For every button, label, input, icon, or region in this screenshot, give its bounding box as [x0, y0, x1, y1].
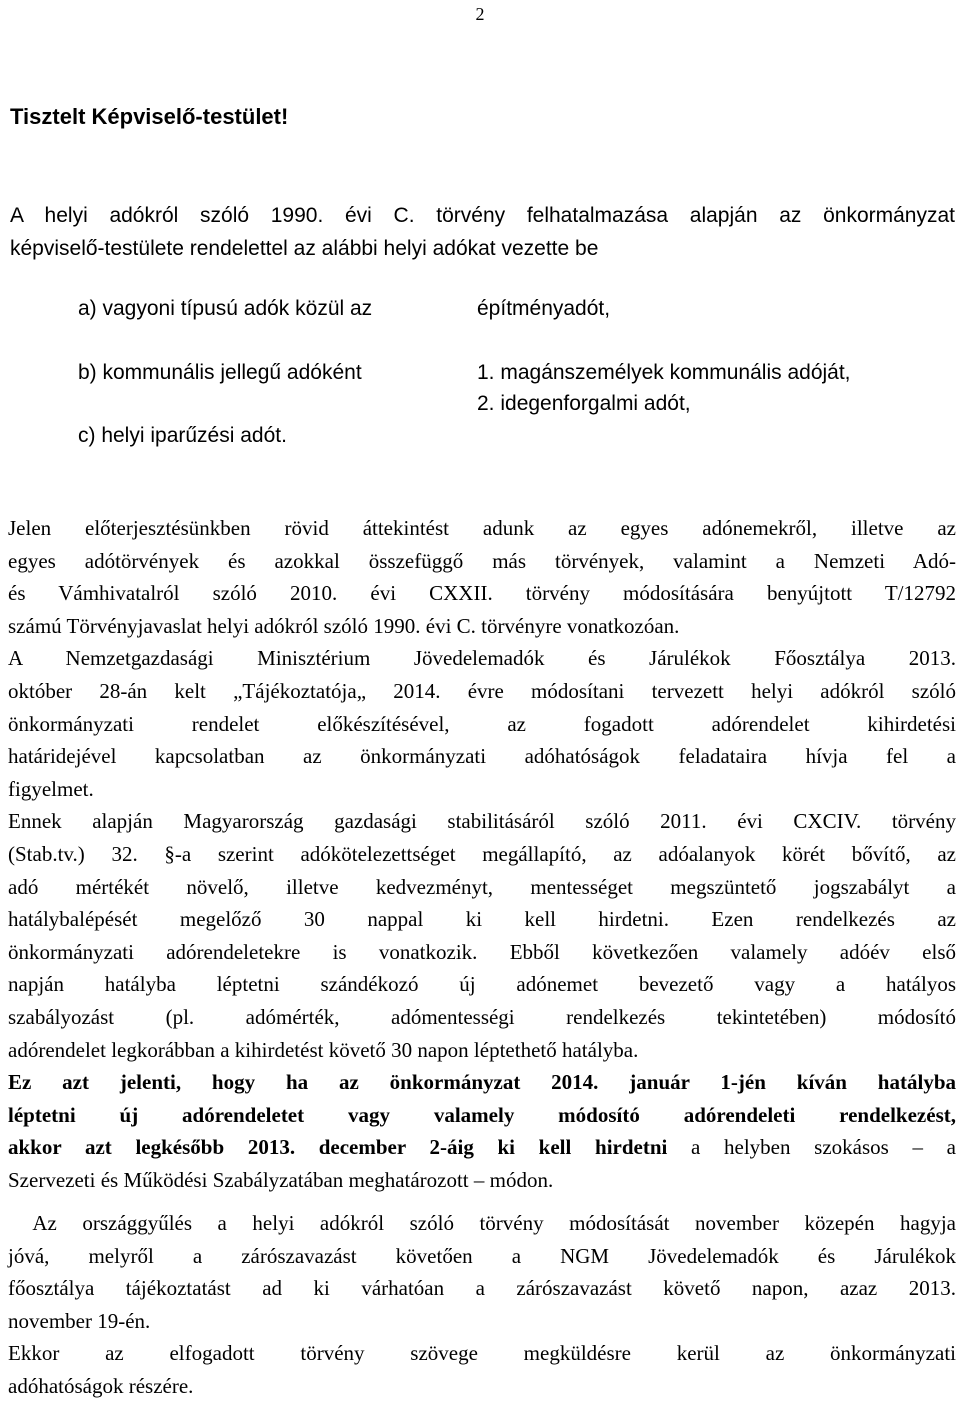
text-line-bold: léptetni új adórendeletet vagy valamely módosító adórendeleti rendelkezést,: [8, 1102, 956, 1127]
text-line: október 28-án kelt „Tájékoztatója„ 2014. évre módosítani tervezett helyi adókról szóló: [8, 678, 956, 703]
intro-paragraph: [10, 199, 955, 265]
greeting-heading: Tisztelt Képviselő-testület!: [10, 104, 289, 129]
text-line: Jelen előterjesztésünkben rövid áttekintést adunk az egyes adónemekről, illetve az: [8, 516, 956, 540]
text-line: egyes adótörvények és azokkal összefüggő más törvények, valamint a Nemzeti Adó-: [8, 548, 956, 573]
bold-emphasis: akkor azt legkésőbb 2013. december 2-áig ki kell hirdetni: [8, 1135, 668, 1160]
text-segment: a helyben szokásos – a: [667, 1135, 956, 1160]
text-line: adórendelet legkorábban a kihirdetést követő 30 napon léptethető hatályba.: [8, 1037, 639, 1062]
text-line: szabályozást (pl. adómérték, adómentességi rendelkezés tekintetében) módosító: [8, 1004, 956, 1029]
text-line-bold: Ez azt jelenti, hogy ha az önkormányzat 2014. január 1-jén kíván hatályba: [8, 1070, 956, 1095]
body-paragraph-2: [8, 1207, 956, 1403]
text-line: adóhatóságok részére.: [8, 1373, 194, 1398]
text-line: Szervezeti és Működési Szabályzatában meghatározott – módon.: [8, 1167, 554, 1192]
text-line: Az országgyűlés a helyi adókról szóló törvény módosítását november közepén hagyja: [8, 1211, 956, 1235]
tax-item-a-value: építményadót,: [477, 297, 611, 320]
intro-line: A helyi adókról szóló 1990. évi C. törvény felhatalmazása alapján az önkormányzat: [10, 204, 955, 227]
text-line: napján hatályba léptetni szándékozó új adónemet bevezető vagy a hatályos: [8, 972, 956, 997]
text-line: Ekkor az elfogadott törvény szövege megküldésre kerül az önkormányzati: [8, 1341, 956, 1366]
text-line: jóvá, melyről a zárószavazást követően a NGM Jövedelemadók és Járulékok: [8, 1243, 956, 1268]
text-line: önkormányzati adórendeletekre is vonatkozik. Ebből következően valamely adóév első: [8, 939, 956, 964]
text-line: és Vámhivatalról szóló 2010. évi CXXII. törvény módosítására benyújtott T/12792: [8, 581, 956, 606]
text-line: adó mértékét növelő, illetve kedvezményt, mentességet megszüntető jogszabályt a: [8, 874, 956, 899]
text-line: főosztálya tájékoztatást ad ki várhatóan a zárószavazást követő napon, azaz 2013.: [8, 1276, 956, 1301]
tax-item-b-value-1: 1. magánszemélyek kommunális adóját,: [477, 361, 851, 384]
text-line: önkormányzati rendelet előkészítésével, az fogadott adórendelet kihirdetési: [8, 711, 956, 736]
text-line: számú Törvényjavaslat helyi adókról szóló 1990. évi C. törvényre vonatkozóan.: [8, 613, 680, 638]
tax-item-b-label: b) kommunális jellegű adóként: [78, 361, 362, 384]
intro-line: képviselő-testülete rendelettel az alábbi helyi adókat vezette be: [10, 237, 599, 260]
tax-item-a-label: a) vagyoni típusú adók közül az: [78, 297, 373, 320]
text-line: figyelmet.: [8, 776, 94, 801]
text-line: határidejével kapcsolatban az önkormányzati adóhatóságok feladataira hívja fel a: [8, 744, 956, 769]
text-line-mixed: [8, 1131, 956, 1164]
text-line: november 19-én.: [8, 1308, 151, 1333]
text-line: Ennek alapján Magyarország gazdasági stabilitásáról szóló 2011. évi CXCIV. törvény: [8, 809, 956, 834]
text-line: (Stab.tv.) 32. §-a szerint adókötelezettséget megállapító, az adóalanyok körét bővítő, az: [8, 841, 956, 866]
body-paragraph-1: [8, 512, 956, 1196]
page-number: 2: [475, 4, 485, 24]
text-line: hatálybalépését megelőző 30 nappal ki kell hirdetni. Ezen rendelkezés az: [8, 907, 956, 932]
tax-item-c-label: c) helyi iparűzési adót.: [78, 424, 287, 447]
tax-item-b-value-2: 2. idegenforgalmi adót,: [477, 392, 691, 415]
text-line: A Nemzetgazdasági Minisztérium Jövedelemadók és Járulékok Főosztálya 2013.: [8, 646, 956, 671]
